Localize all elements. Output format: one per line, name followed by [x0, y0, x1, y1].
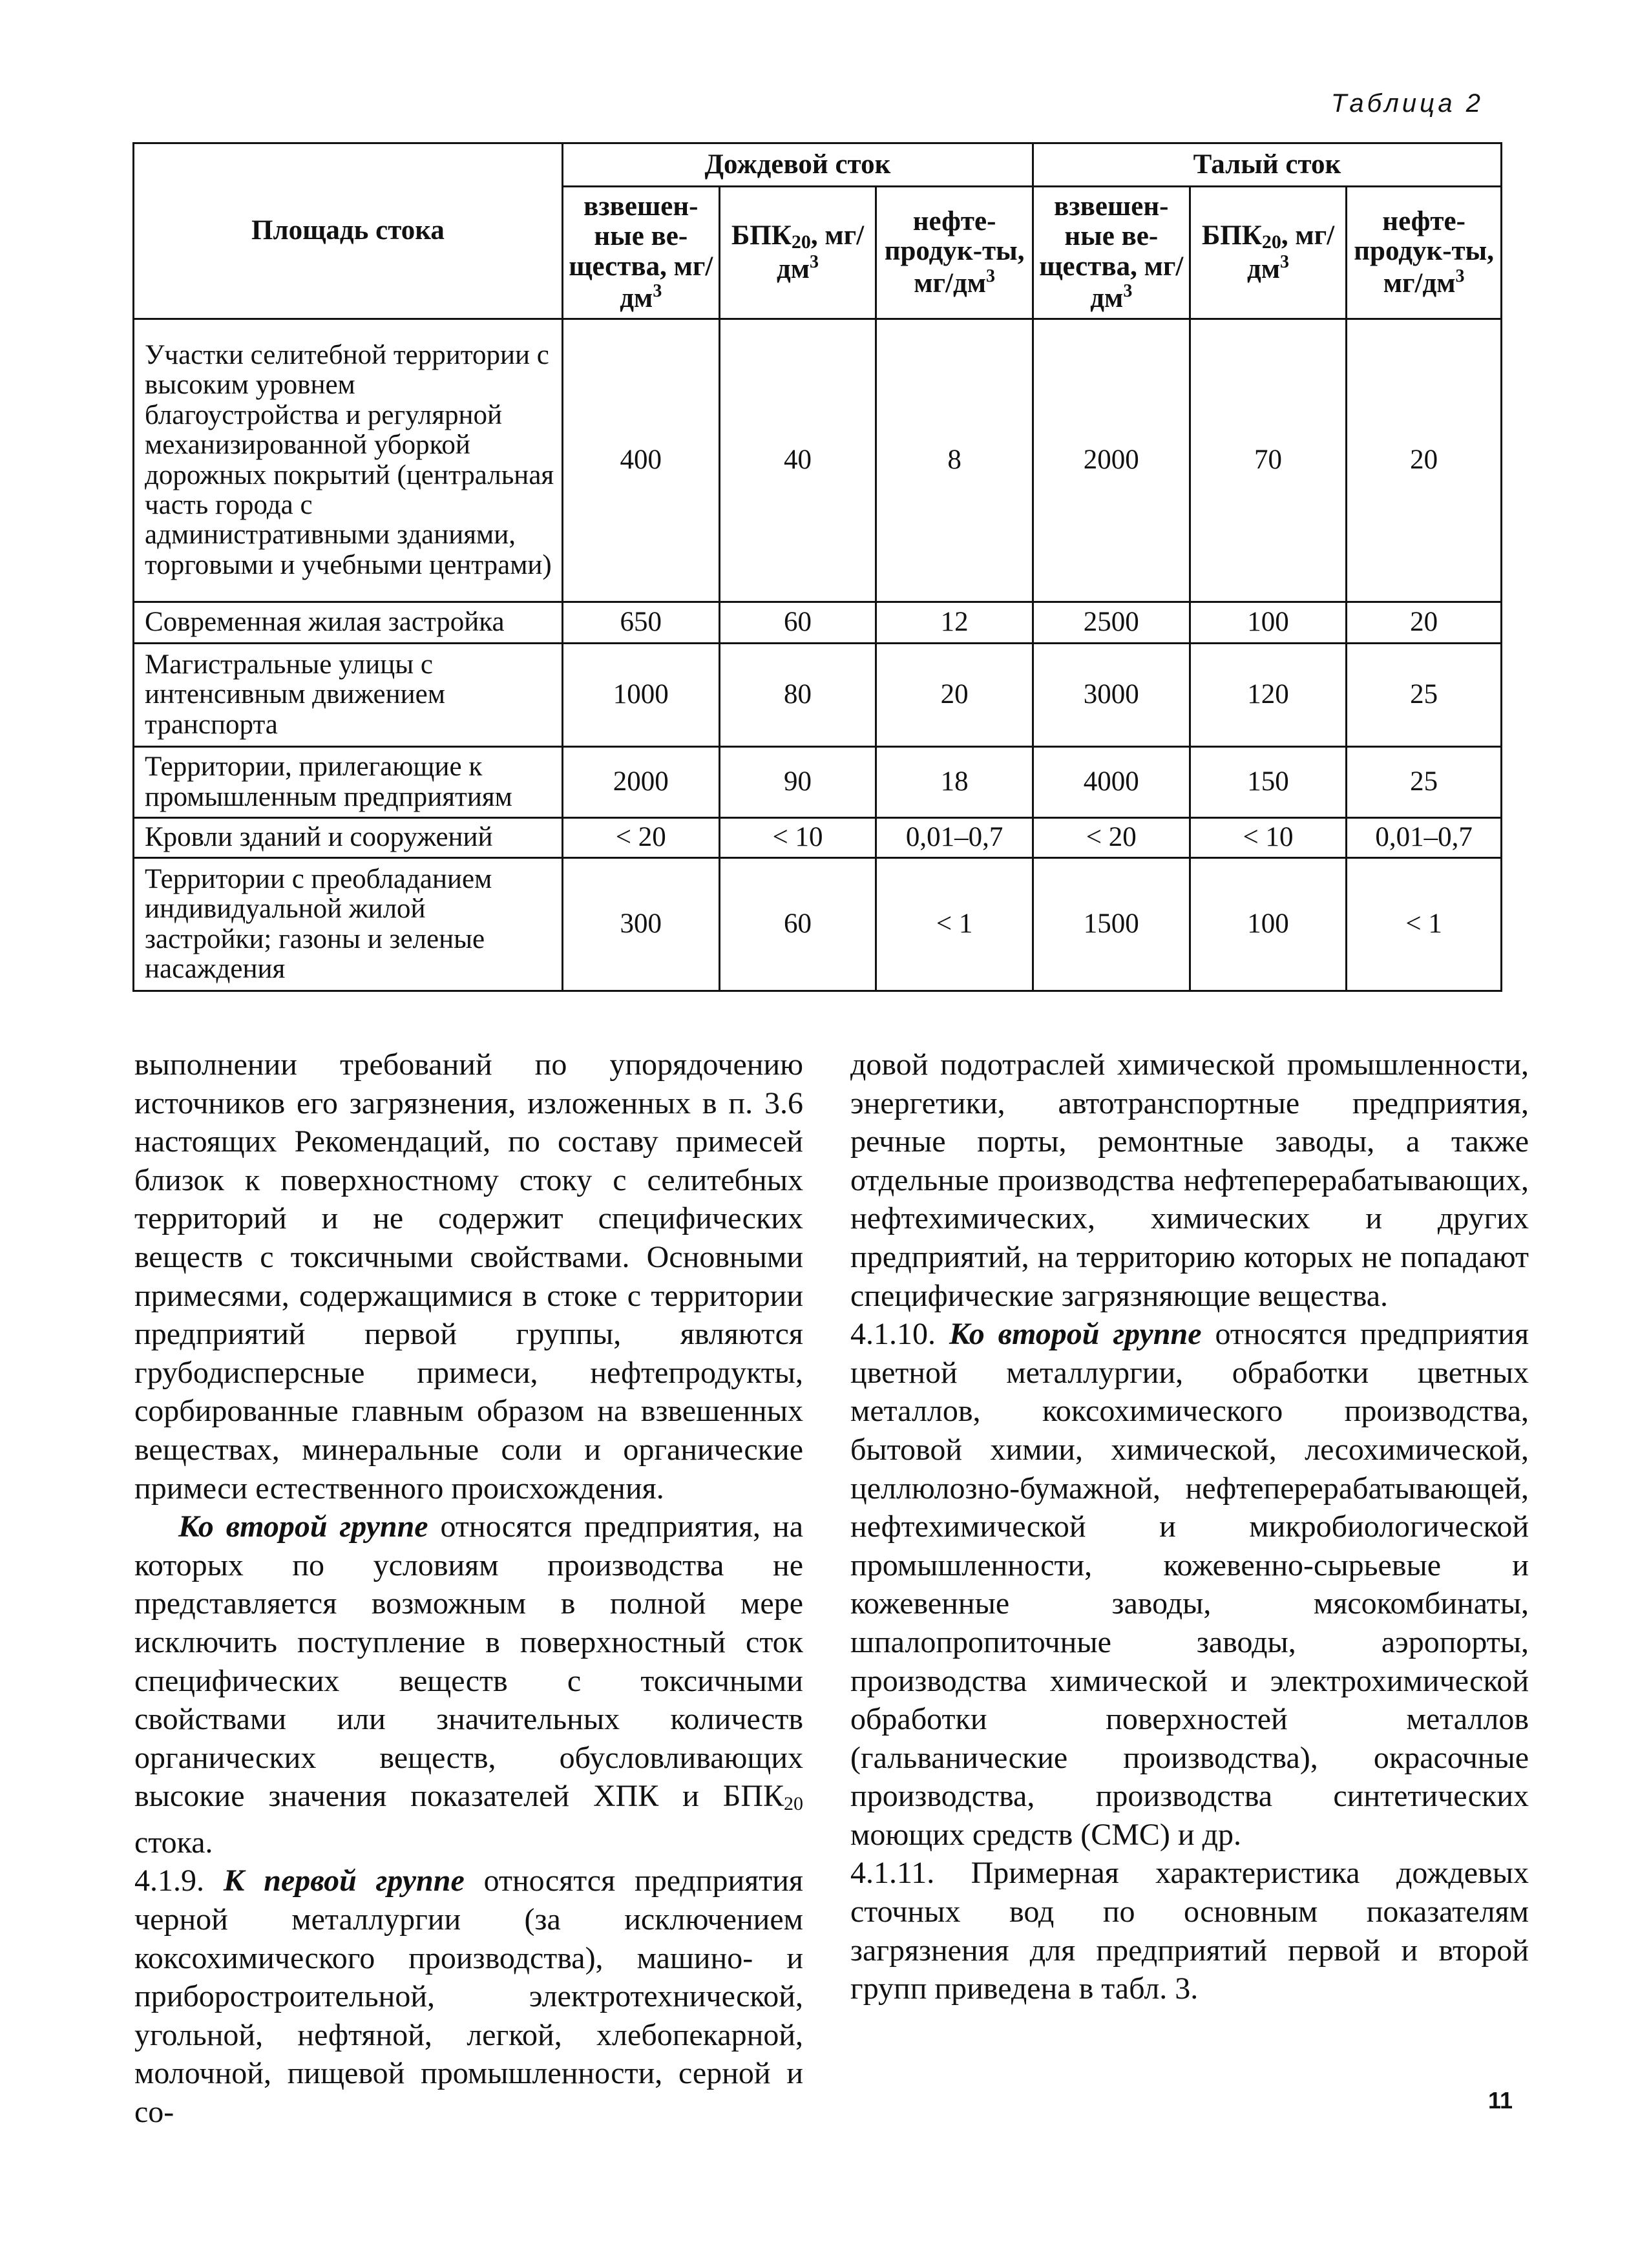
header-oil-melt: нефте-продук-ты, $мг/дм^3$	[1347, 187, 1502, 319]
cell-value: 60	[719, 602, 876, 644]
cell-value: 3000	[1033, 644, 1190, 747]
cell-value: < 10	[719, 818, 876, 858]
cell-value: 100	[1190, 602, 1347, 644]
row-label: Современная жилая застройка	[134, 602, 563, 644]
row-label: Территории, прилегающие к промышленным предприятиям	[134, 747, 563, 818]
cell-value: 1000	[562, 644, 719, 747]
cell-value: 60	[719, 858, 876, 991]
data-table	[132, 142, 1502, 992]
header-melt: Талый сток	[1033, 143, 1501, 187]
table-row	[134, 602, 1502, 644]
cell-value: < 1	[876, 858, 1033, 991]
cell-value: 20	[876, 644, 1033, 747]
table-row	[134, 818, 1502, 858]
cell-value: 4000	[1033, 747, 1190, 818]
emphasis: К первой группе	[223, 1864, 465, 1898]
cell-value: 150	[1190, 747, 1347, 818]
cell-value: 650	[562, 602, 719, 644]
cell-value: 20	[1347, 319, 1502, 602]
paragraph: Ко второй группе относятся предприятия, на которых по условиям производства не представляется возможным в полной мере исключить поступление в поверхностный сток специфических веществ с токсичными свойствами или значительных количеств органических веществ, обусловливающих высокие значения показателей ХПК и $БПК_{20}$ стока.	[134, 1509, 804, 1860]
page-number: 11	[1488, 2087, 1513, 2114]
header-row-groups	[134, 143, 1502, 187]
paragraph: довой подотраслей химической промышленности, энергетики, автотранспортные предприятия, речные порты, ремонтные заводы, а также отдельные производства нефтеперерабатывающих, нефтехимических, химических и других предприятий, на территорию которых не попадают специфические загрязняющие вещества.	[850, 1047, 1529, 1313]
header-bod-rain: $БПК_{20}$, $мг/дм^3$	[719, 187, 876, 319]
row-label: Магистральные улицы с интенсивным движением транспорта	[134, 644, 563, 747]
header-ss-melt: взвешен-ные ве-щества, $мг/дм^3$	[1033, 187, 1190, 319]
cell-value: 400	[562, 319, 719, 602]
table-row	[134, 747, 1502, 818]
cell-value: 2000	[1033, 319, 1190, 602]
header-area: Площадь стока	[134, 143, 563, 319]
cell-value: 300	[562, 858, 719, 991]
cell-value: 120	[1190, 644, 1347, 747]
cell-value: 20	[1347, 602, 1502, 644]
table-row	[134, 319, 1502, 602]
header-rain: Дождевой сток	[562, 143, 1033, 187]
cell-value: 25	[1347, 747, 1502, 818]
cell-value: 0,01–0,7	[876, 818, 1033, 858]
row-label: Кровли зданий и сооружений	[134, 818, 563, 858]
table-row	[134, 644, 1502, 747]
emphasis: Ко второй группе	[178, 1509, 428, 1544]
cell-value: 0,01–0,7	[1347, 818, 1502, 858]
header-ss-rain: взвешен-ные ве-щества, $мг/дм^3$	[562, 187, 719, 319]
table-row	[134, 858, 1502, 991]
header-oil-rain: нефте-продук-ты, $мг/дм^3$	[876, 187, 1033, 319]
row-label: Территории с преобладанием индивидуальной жилой застройки; газоны и зеленые насаждения	[134, 858, 563, 991]
paragraph: 4.1.10. Ко второй группе относятся предприятия цветной металлургии, обработки цветных металлов, коксохимического производства, бытовой химии, химической, лесохимической, целлюлозно-бумажной, нефтеперерабатывающей, нефтехимической и микробиологической промышленности, кожевенно-сырьевые и кожевенные заводы, мясокомбинаты, шпалопропиточные заводы, аэропорты, производства химической и электрохимической обработки поверхностей металлов (гальванические производства), окрасочные производства, производства синтетических моющих средств (СМС) и др.	[850, 1317, 1529, 1852]
cell-value: < 20	[1033, 818, 1190, 858]
cell-value: 80	[719, 644, 876, 747]
emphasis: Ко второй группе	[949, 1317, 1202, 1352]
cell-value: 18	[876, 747, 1033, 818]
cell-value: 8	[876, 319, 1033, 602]
cell-value: 2000	[562, 747, 719, 818]
cell-value: 2500	[1033, 602, 1190, 644]
row-label: Участки селитебной территории с высоким уровнем благоустройства и регулярной механизированной уборкой дорожных покрытий (центральная часть города с административными зданиями, торговыми и учебными центрами)	[134, 319, 563, 602]
cell-value: < 20	[562, 818, 719, 858]
cell-value: < 10	[1190, 818, 1347, 858]
cell-value: 1500	[1033, 858, 1190, 991]
paragraph: 4.1.11. Примерная характеристика дождевых сточных вод по основным показателям загрязнения для предприятий первой и второй групп приведена в табл. 3.	[850, 1856, 1529, 2006]
cell-value: < 1	[1347, 858, 1502, 991]
left-column	[134, 1045, 803, 2132]
header-bod-melt: $БПК_{20}$, $мг/дм^3$	[1190, 187, 1347, 319]
cell-value: 25	[1347, 644, 1502, 747]
right-column	[850, 1045, 1529, 2008]
table-caption: Таблица 2	[1330, 89, 1484, 118]
cell-value: 70	[1190, 319, 1347, 602]
cell-value: 90	[719, 747, 876, 818]
cell-value: 40	[719, 319, 876, 602]
paragraph: 4.1.9. К первой группе относятся предприятия черной металлургии (за исключением коксохимического производства), машино- и приборостроительной, электротехнической, угольной, нефтяной, легкой, хлебопекарной, молочной, пищевой промышленности, серной и со-	[134, 1864, 804, 2130]
paragraph: выполнении требований по упорядочению источников его загрязнения, изложенных в п. 3.6 настоящих Рекомендаций, по составу примесей близок к поверхностному стоку с селитебных территорий и не содержит специфических веществ с токсичными свойствами. Основными примесями, содержащимися в стоке с территории предприятий первой группы, являются грубодисперсные примеси, нефтепродукты, сорбированные главным образом на взвешенных веществах, минеральные соли и органические примеси естественного происхождения.	[134, 1047, 803, 1506]
cell-value: 12	[876, 602, 1033, 644]
cell-value: 100	[1190, 858, 1347, 991]
